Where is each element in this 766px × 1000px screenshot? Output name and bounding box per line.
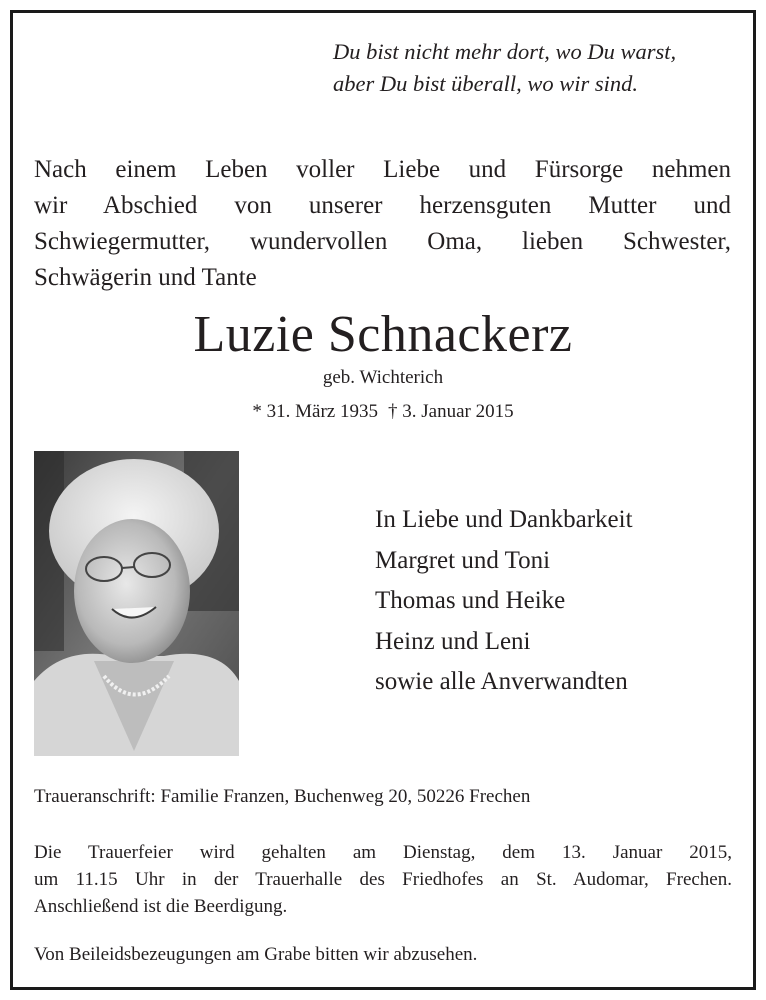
mourners-line: sowie alle Anverwandten: [375, 668, 628, 695]
intro-line-1: Nach einem Leben voller Liebe und Fürsorge nehmen: [34, 156, 731, 183]
motto-quote: [333, 36, 733, 100]
intro-paragraph: [34, 152, 731, 296]
service-line-1: Die Trauerfeier wird gehalten am Dienstag, dem 13. Januar 2015,: [34, 842, 732, 863]
life-dates: [0, 400, 766, 424]
intro-line-4: Schwägerin und Tante: [34, 264, 257, 291]
mourners-list: [375, 500, 735, 703]
service-line-3: Anschließend ist die Beerdigung.: [34, 896, 288, 917]
birth-date: * 31. März 1935: [252, 401, 378, 422]
deceased-name: Luzie Schnackerz: [193, 306, 573, 363]
death-date: † 3. Januar 2015: [388, 401, 514, 422]
motto-line-2: aber Du bist überall, wo wir sind.: [333, 71, 639, 96]
mourners-line: Heinz und Leni: [375, 627, 531, 655]
mourners-line: Margret und Toni: [375, 546, 551, 574]
birth-name: geb. Wichterich: [322, 367, 444, 388]
motto-line-1: Du bist nicht mehr dort, wo Du warst,: [333, 39, 677, 64]
mourners-line: In Liebe und Dankbarkeit: [375, 506, 633, 533]
mourners-line: Thomas und Heike: [375, 587, 566, 614]
intro-line-3: Schwiegermutter, wundervollen Oma, lieben Schwester,: [34, 228, 731, 255]
mourning-address: Traueranschrift: Familie Franzen, Buchenweg 20, 50226 Frechen: [34, 786, 531, 807]
condolence-note: Von Beileidsbezeugungen am Grabe bitten wir abzusehen.: [34, 944, 478, 965]
intro-line-2: wir Abschied von unserer herzensguten Mutter und: [34, 192, 731, 219]
portrait-photo: [34, 451, 239, 756]
funeral-service-info: [34, 839, 732, 920]
service-line-2: um 11.15 Uhr in der Trauerhalle des Friedhofes an St. Audomar, Frechen.: [34, 869, 732, 890]
